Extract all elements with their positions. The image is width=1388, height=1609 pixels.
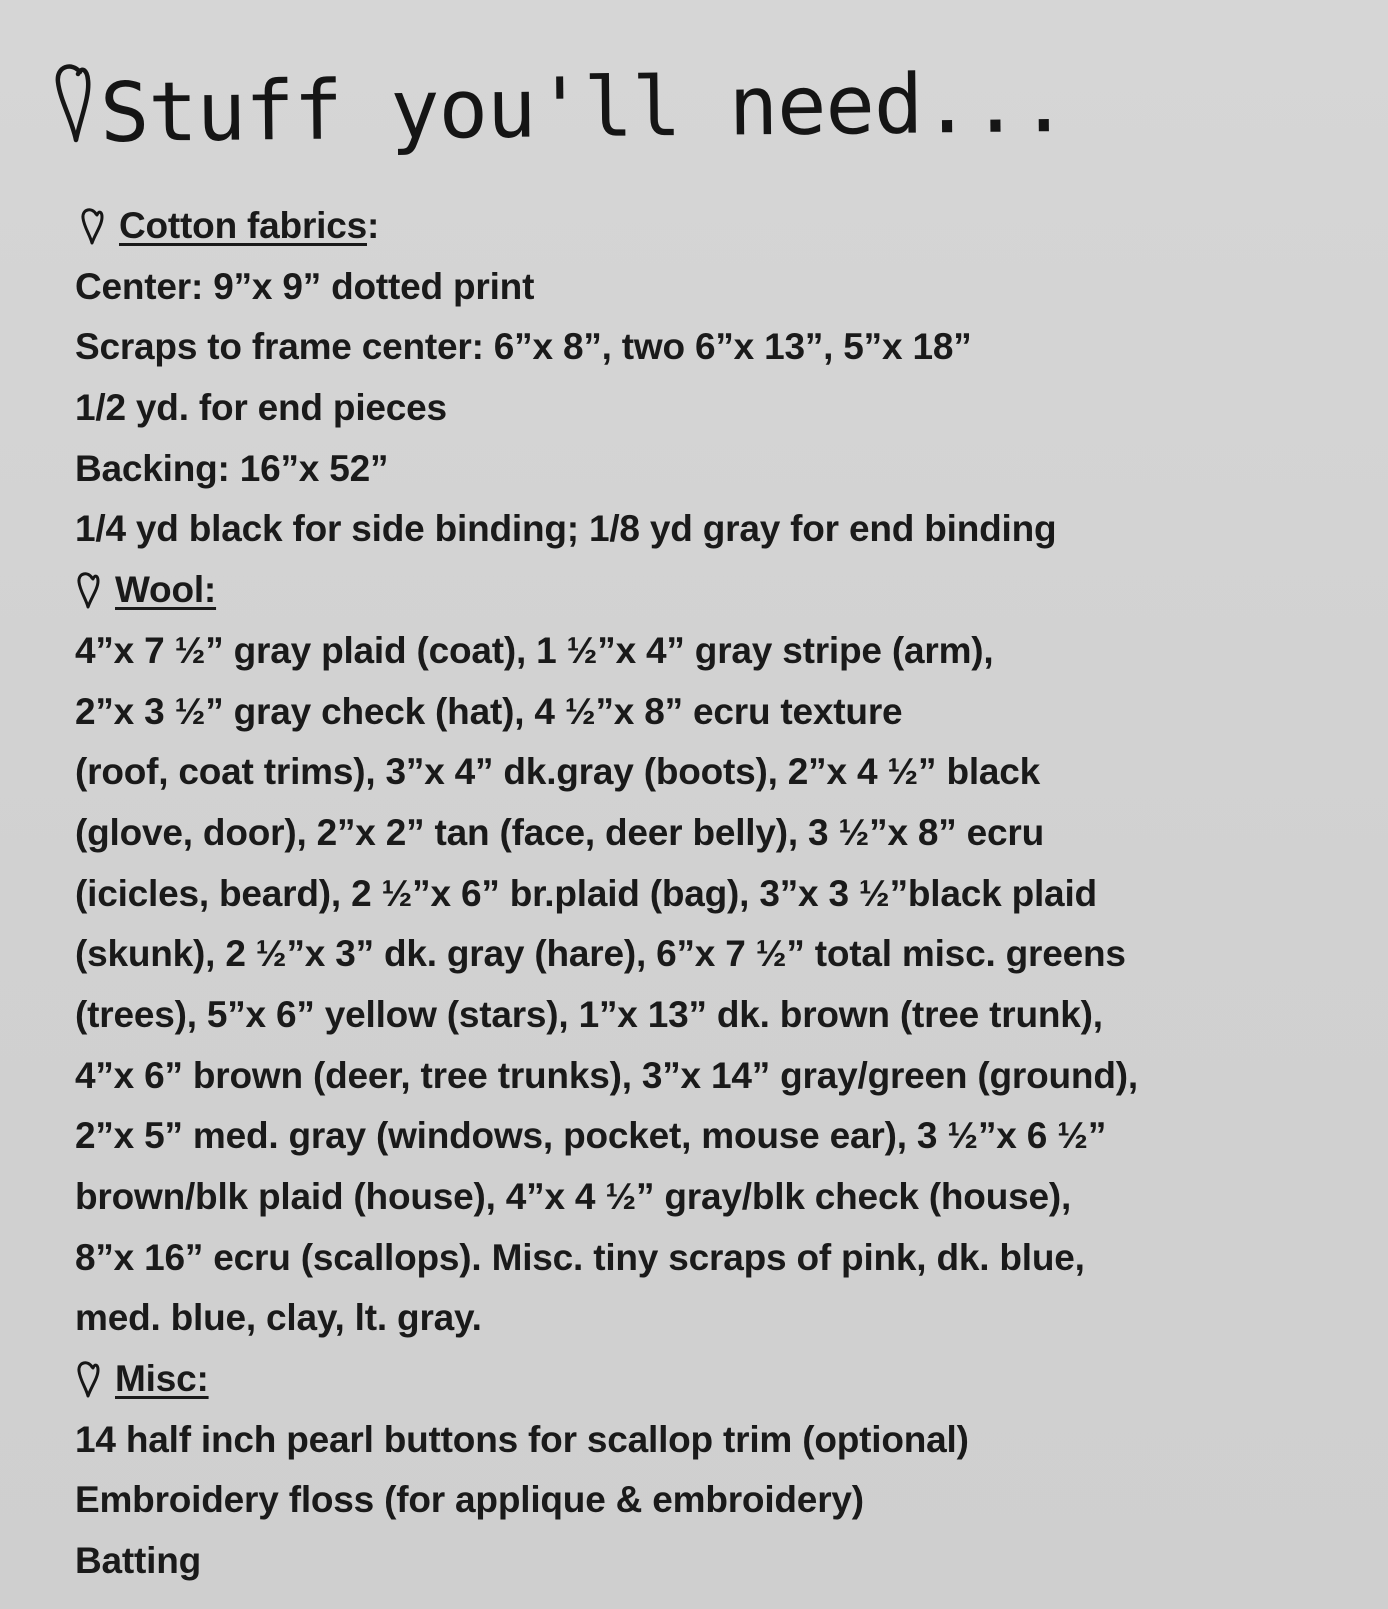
list-item: 2”x 3 ½” gray check (hat), 4 ½”x 8” ecru texture — [75, 690, 903, 732]
page-title: Stuff you'll need... — [99, 55, 1068, 162]
wool-heading-label: Wool: — [115, 569, 217, 611]
list-item: Backing: 16”x 52” — [75, 447, 389, 489]
list-item: brown/blk plaid (house), 4”x 4 ½” gray/blk check (house), — [75, 1176, 1072, 1217]
heart-icon — [79, 206, 105, 246]
list-item: Embroidery floss (for applique & embroidery) — [75, 1479, 864, 1521]
list-item: Batting — [75, 1540, 202, 1582]
list-item: (trees), 5”x 6” yellow (stars), 1”x 13” dk. brown (tree trunk), — [75, 993, 1103, 1035]
list-item: (icicles, beard), 2 ½”x 6” br.plaid (bag), 3”x 3 ½”black plaid — [75, 872, 1097, 914]
supply-list — [75, 196, 1365, 1592]
list-item: 14 half inch pearl buttons for scallop trim (optional) — [75, 1418, 969, 1460]
cotton-heading-colon: : — [366, 205, 380, 246]
title-row — [50, 55, 1068, 162]
heart-icon — [75, 570, 101, 610]
list-item: med. blue, clay, lt. gray. — [75, 1297, 482, 1339]
heart-icon — [50, 60, 92, 144]
misc-heading-label: Misc: — [115, 1358, 209, 1400]
section-heading-cotton — [75, 196, 1365, 257]
list-item: (glove, door), 2”x 2” tan (face, deer belly), 3 ½”x 8” ecru — [75, 811, 1045, 853]
list-item: (roof, coat trims), 3”x 4” dk.gray (boots), 2”x 4 ½” black — [75, 751, 1041, 793]
list-item: Center: 9”x 9” dotted print — [75, 265, 535, 307]
list-item: 4”x 6” brown (deer, tree trunks), 3”x 14” gray/green (ground), — [75, 1054, 1138, 1096]
list-item: Scraps to frame center: 6”x 8”, two 6”x 13”, 5”x 18” — [75, 326, 972, 368]
list-item: 4”x 7 ½” gray plaid (coat), 1 ½”x 4” gray stripe (arm), — [75, 629, 994, 671]
cotton-heading-label: Cotton fabrics — [119, 205, 367, 246]
section-heading-wool — [75, 560, 1365, 621]
list-item: 8”x 16” ecru (scallops). Misc. tiny scraps of pink, dk. blue, — [75, 1236, 1085, 1278]
section-heading-misc — [75, 1349, 1365, 1410]
list-item: (skunk), 2 ½”x 3” dk. gray (hare), 6”x 7 ½” total misc. greens — [75, 933, 1126, 975]
list-item: 1/2 yd. for end pieces — [75, 387, 447, 429]
list-item: 2”x 5” med. gray (windows, pocket, mouse ear), 3 ½”x 6 ½” — [75, 1115, 1107, 1157]
list-item: 1/4 yd black for side binding; 1/8 yd gray for end binding — [75, 508, 1057, 550]
heart-icon — [75, 1359, 101, 1399]
